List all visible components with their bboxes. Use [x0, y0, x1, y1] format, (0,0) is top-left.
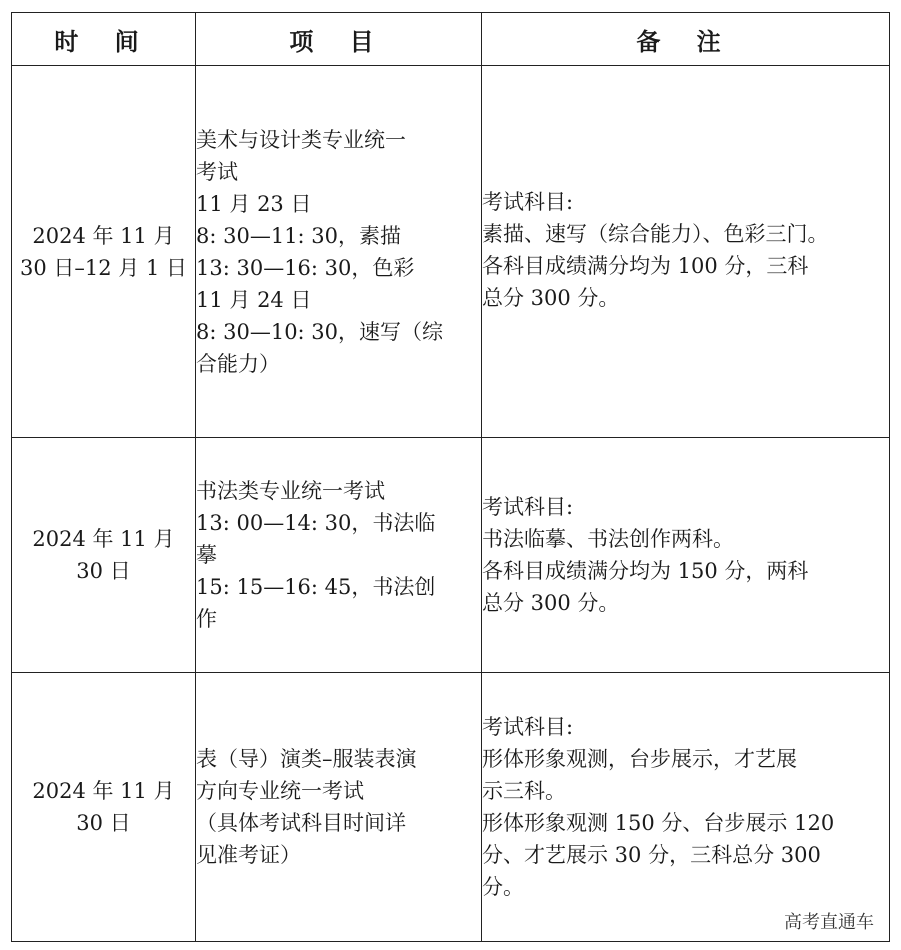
time-cell — [12, 438, 196, 673]
exam-schedule-table — [11, 12, 890, 942]
item-line: 13: 30—16: 30，色彩 — [196, 255, 415, 280]
note-line: 考试科目: — [482, 715, 574, 739]
note-cell — [482, 673, 890, 942]
time-line: 2024 年 11 月 — [32, 779, 175, 803]
note-line: 总分 300 分。 — [482, 591, 620, 615]
note-line: 素描、速写（综合能力）、色彩三门。 — [482, 222, 829, 246]
note-line: 示三科。 — [482, 779, 566, 803]
header-item: 项 目 — [196, 13, 482, 66]
time-cell — [12, 66, 196, 438]
note-line: 各科目成绩满分均为 100 分，三科 — [482, 254, 809, 278]
note-line: 总分 300 分。 — [482, 286, 620, 310]
item-line: 表（导）演类–服装表演 — [196, 747, 417, 771]
watermark-text: 高考直通车 — [784, 912, 874, 933]
note-cell — [482, 66, 890, 438]
note-line: 各科目成绩满分均为 150 分，两科 — [482, 559, 809, 583]
item-line: 8: 30—10: 30，速写（综 — [196, 319, 444, 344]
time-cell — [12, 673, 196, 942]
header-row — [12, 13, 890, 66]
note-line: 形体形象观测 150 分、台步展示 120 — [482, 811, 835, 835]
note-line: 形体形象观测，台步展示，才艺展 — [482, 747, 797, 771]
time-line: 2024 年 11 月 — [32, 223, 175, 248]
header-note: 备 注 — [482, 13, 890, 66]
item-line: 书法类专业统一考试 — [196, 479, 385, 503]
item-cell — [196, 66, 482, 438]
item-line: 考试 — [196, 159, 238, 184]
table-row — [12, 438, 890, 673]
note-line: 考试科目: — [482, 495, 574, 519]
table-row — [12, 66, 890, 438]
note-cell — [482, 438, 890, 673]
item-line: 合能力） — [196, 351, 280, 376]
item-line: 摹 — [196, 543, 217, 567]
item-line: 见准考证） — [196, 843, 301, 867]
item-line: 15: 15—16: 45，书法创 — [196, 575, 436, 599]
item-line: 方向专业统一考试 — [196, 779, 364, 803]
item-line: 美术与设计类专业统一 — [196, 127, 406, 152]
table-row — [12, 673, 890, 942]
item-line: 11 月 23 日 — [196, 191, 312, 216]
item-line: 11 月 24 日 — [196, 287, 312, 312]
time-line: 2024 年 11 月 — [32, 527, 175, 551]
item-line: 8: 30—11: 30，素描 — [196, 223, 402, 248]
note-line: 书法临摹、书法创作两科。 — [482, 527, 734, 551]
item-line: （具体考试科目时间详 — [196, 811, 406, 835]
item-line: 13: 00—14: 30，书法临 — [196, 511, 436, 535]
item-cell — [196, 438, 482, 673]
item-line: 作 — [196, 607, 217, 631]
item-cell — [196, 673, 482, 942]
header-time: 时 间 — [12, 13, 196, 66]
note-line: 考试科目: — [482, 190, 574, 214]
time-line: 30 日–12 月 1 日 — [19, 255, 187, 280]
time-line: 30 日 — [76, 811, 131, 835]
time-line: 30 日 — [76, 559, 131, 583]
note-line: 分、才艺展示 30 分，三科总分 300 — [482, 843, 821, 867]
note-line: 分。 — [482, 875, 524, 899]
